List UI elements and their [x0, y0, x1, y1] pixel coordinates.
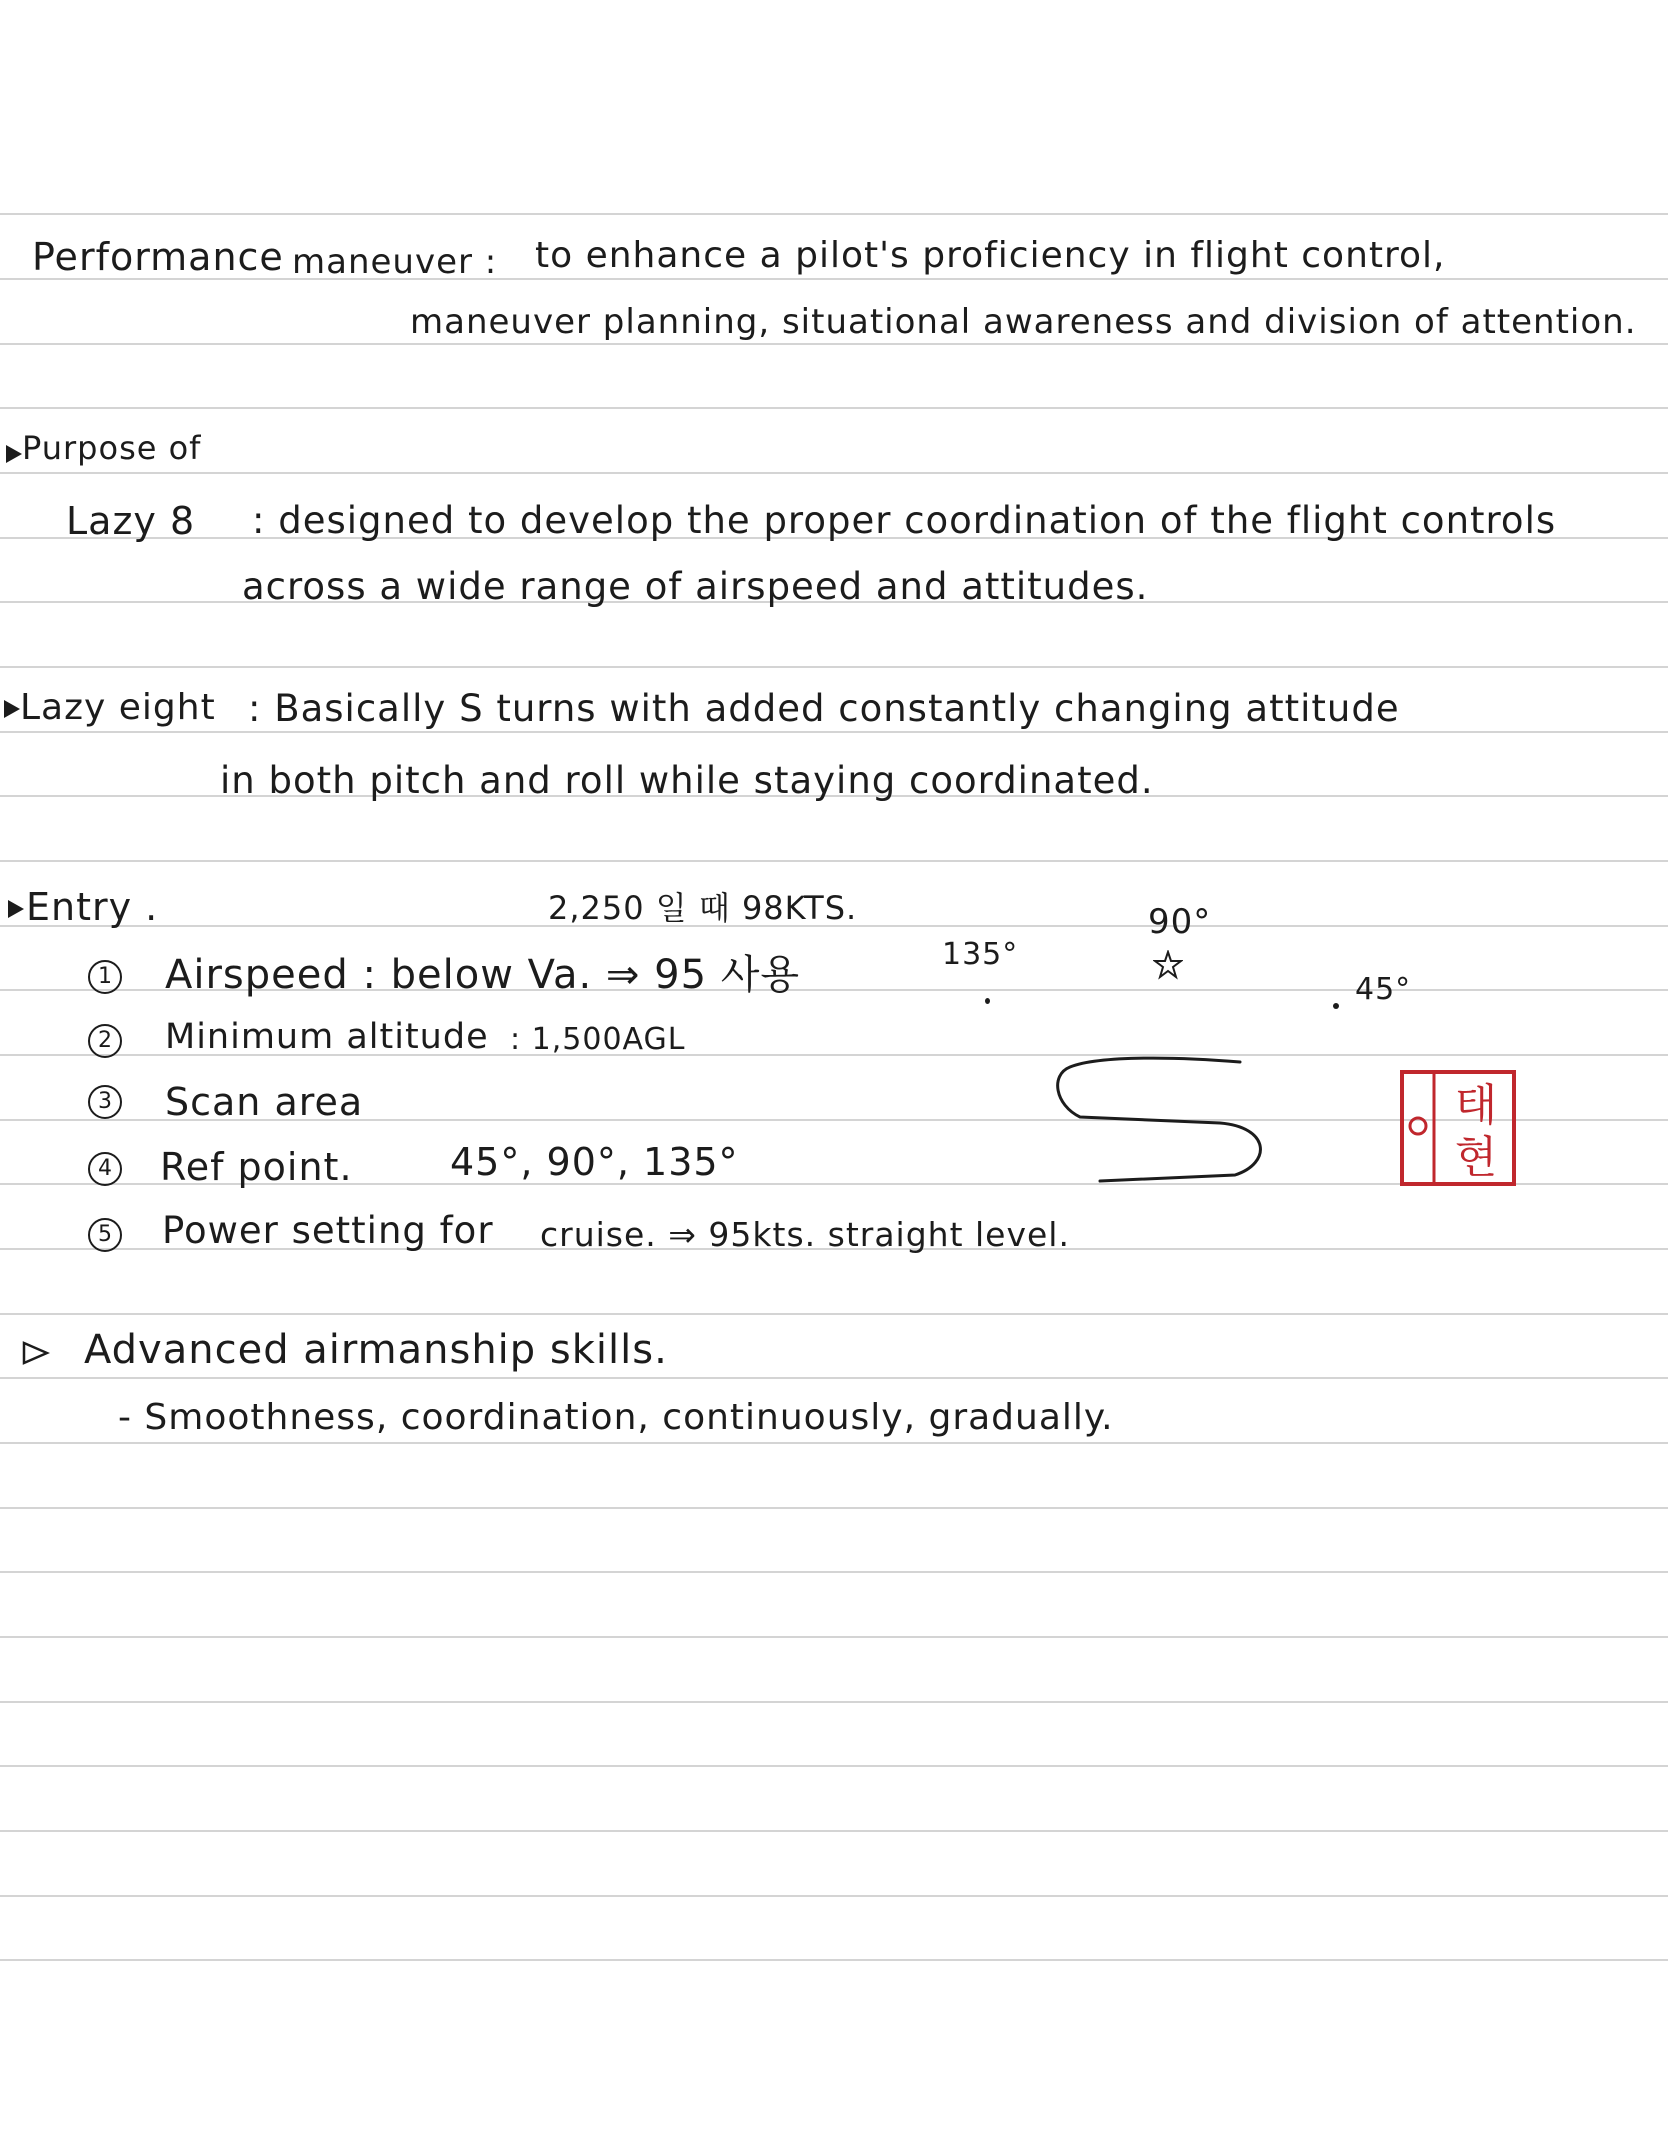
entry-note: 2,250 일 때 98KTS. [548, 889, 858, 927]
rule-line [0, 343, 1668, 345]
angle-90-label: 90° [1148, 902, 1212, 942]
entry-item-airspeed: Airspeed : below Va. ⇒ 95 사용 [165, 952, 801, 998]
purpose-heading: Purpose of [22, 429, 202, 467]
item-number-3: 3 [88, 1085, 122, 1119]
lazy-eight-definition-line2: in both pitch and roll while staying coordinated. [220, 759, 1154, 802]
item-number-1: 1 [88, 960, 122, 994]
rule-line [0, 213, 1668, 215]
lazy8-heading: Lazy 8 [66, 499, 196, 543]
ref-point-values: 45°, 90°, 135° [450, 1140, 739, 1184]
rule-line [0, 1636, 1668, 1638]
rule-line [0, 1895, 1668, 1897]
reference-dot-45-icon [1333, 1003, 1339, 1009]
angle-135-label: 135° [942, 937, 1019, 972]
seal-char-bottom: 현 [1454, 1132, 1498, 1183]
rule-line [0, 472, 1668, 474]
rule-line [0, 666, 1668, 668]
rule-line [0, 860, 1668, 862]
performance-definition-line2: maneuver planning, situational awareness and division of attention. [410, 302, 1637, 342]
bullet-triangle-icon [8, 900, 24, 918]
purpose-definition-line1: : designed to develop the proper coordination of the flight controls [252, 499, 1557, 542]
bullet-outline-triangle-icon [22, 1340, 50, 1366]
performance-definition-line1: to enhance a pilot's proficiency in flight control, [535, 235, 1446, 276]
entry-item-power-setting: Power setting for [162, 1209, 494, 1252]
purpose-definition-line2: across a wide range of airspeed and attitudes. [242, 565, 1149, 608]
item-number-2: 2 [88, 1024, 122, 1058]
item-number-4: 4 [88, 1152, 122, 1186]
rule-line [0, 1442, 1668, 1444]
advanced-detail: - Smoothness, coordination, continuously, gradually. [118, 1397, 1114, 1438]
angle-45-label: 45° [1355, 972, 1412, 1007]
rule-line [0, 1959, 1668, 1961]
entry-item-min-altitude: Minimum altitude [165, 1017, 489, 1057]
bullet-triangle-icon [4, 700, 20, 718]
entry-item-scan-area: Scan area [165, 1080, 364, 1124]
entry-heading: Entry . [26, 885, 159, 929]
rule-line [0, 731, 1668, 733]
rule-line [0, 1830, 1668, 1832]
reference-dot-135-icon [985, 998, 990, 1004]
item-number-5: 5 [88, 1218, 122, 1252]
min-altitude-value: : 1,500AGL [510, 1022, 686, 1057]
rule-line [0, 1507, 1668, 1509]
name-seal-stamp [1398, 1068, 1518, 1188]
advanced-heading: Advanced airmanship skills. [84, 1327, 668, 1373]
rule-line [0, 1701, 1668, 1703]
rule-line [0, 1765, 1668, 1767]
performance-term: Performance [32, 235, 284, 279]
rule-line [0, 1571, 1668, 1573]
bullet-triangle-icon [6, 445, 22, 463]
entry-item-ref-point: Ref point. [160, 1145, 353, 1189]
rule-line [0, 1313, 1668, 1315]
star-icon [1153, 950, 1183, 980]
lazy-eight-definition-line1: : Basically S turns with added constantly changing attitude [248, 687, 1400, 730]
s-turn-sketch-icon [1040, 1045, 1280, 1185]
power-setting-value: cruise. ⇒ 95kts. straight level. [540, 1215, 1070, 1254]
maneuver-term: maneuver : [292, 242, 498, 282]
lazy-eight-heading: Lazy eight [20, 687, 216, 728]
seal-char-top: 태 [1454, 1080, 1498, 1131]
rule-line [0, 407, 1668, 409]
rule-line [0, 1377, 1668, 1379]
